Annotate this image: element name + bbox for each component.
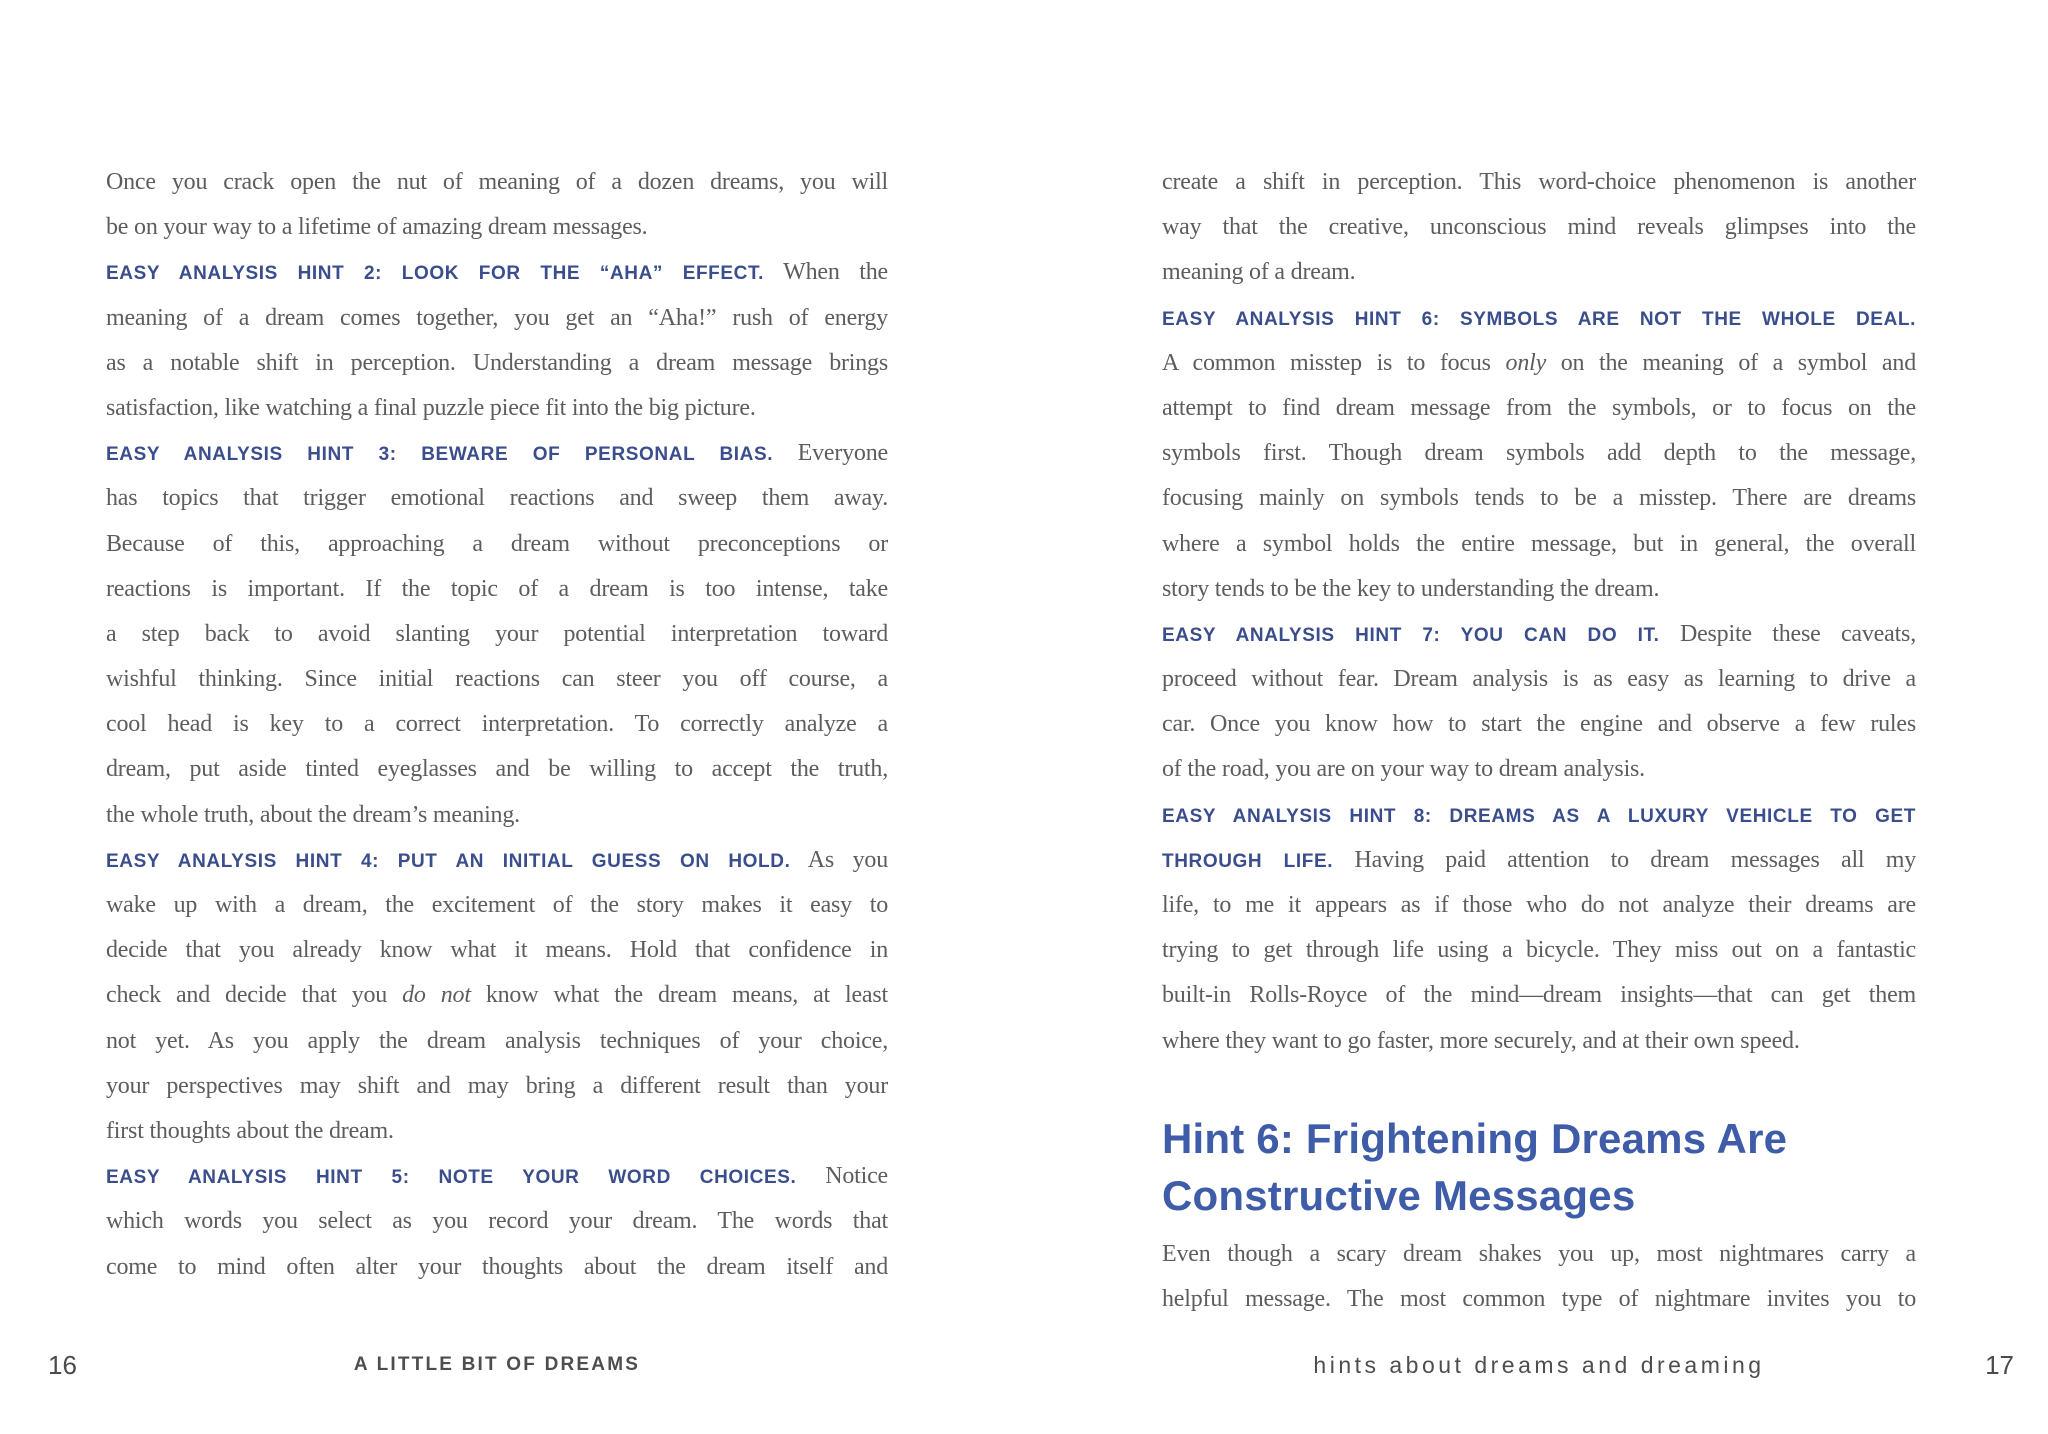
left-page-text-column [106, 160, 888, 1290]
body-text-line [106, 341, 888, 386]
body-text: meaning of a dream comes together, you get an “Aha!” rush of energy [106, 304, 888, 331]
body-text: of the road, you are on your way to dream analysis. [1162, 756, 1645, 783]
body-text-line [106, 386, 888, 431]
body-text-line [1162, 1232, 1916, 1277]
body-text: which words you select as you record your dream. The words that [106, 1208, 888, 1235]
body-text: know what the dream means, at least [470, 982, 888, 1009]
body-text: Having paid attention to dream messages all my [1333, 846, 1916, 873]
body-text: dream, put aside tinted eyeglasses and be willing to accept the truth, [106, 756, 888, 783]
body-text: proceed without fear. Dream analysis is as easy as learning to drive a [1162, 666, 1916, 693]
body-text: create a shift in perception. This word-choice phenomenon is another [1162, 169, 1916, 195]
body-text-line [106, 567, 888, 612]
section-heading [1162, 1110, 1916, 1224]
body-text: where they want to go faster, more securely, and at their own speed. [1162, 1027, 1800, 1054]
hint-paragraph-line [1162, 612, 1916, 657]
body-text: Everyone [773, 440, 888, 467]
body-text: Notice [796, 1163, 888, 1190]
body-text-line [1162, 747, 1916, 792]
hint-heading-text: EASY ANALYSIS HINT 7: YOU CAN DO IT. [1162, 624, 1660, 646]
italic-text: do not [402, 982, 471, 1009]
running-footer-left: A LITTLE BIT OF DREAMS [353, 1354, 641, 1375]
body-text-line [106, 747, 888, 792]
body-text-line [106, 205, 888, 250]
section-heading-line: Constructive Messages [1162, 1171, 1636, 1219]
body-text: where a symbol holds the entire message, but in general, the overall [1162, 530, 1916, 557]
page-number-right: 17 [1985, 1350, 2014, 1380]
body-text: When the [763, 259, 888, 286]
body-text: Because of this, approaching a dream without preconceptions or [106, 530, 888, 557]
body-text-line [106, 973, 888, 1018]
hint-heading-text: EASY ANALYSIS HINT 4: PUT AN INITIAL GUESS ON HOLD. [106, 850, 791, 872]
body-text-line [1162, 883, 1916, 928]
hint-paragraph-line [1162, 296, 1916, 341]
body-text-line [106, 296, 888, 341]
body-text-line [106, 476, 888, 521]
body-text-line [1162, 702, 1916, 747]
body-text: way that the creative, unconscious mind reveals glimpses into the [1162, 214, 1916, 241]
footer-band [0, 1348, 2048, 1382]
body-text: car. Once you know how to start the engine and observe a few rules [1162, 711, 1916, 738]
right-page-text-column [1162, 160, 1916, 1322]
body-text-line [106, 883, 888, 928]
body-text-line [106, 612, 888, 657]
body-text-line [106, 702, 888, 747]
body-text-line [106, 657, 888, 702]
hint-heading-text: EASY ANALYSIS HINT 5: NOTE YOUR WORD CHOICES. [106, 1167, 797, 1189]
body-text: focusing mainly on symbols tends to be a misstep. There are dreams [1162, 485, 1916, 512]
body-text: A common misstep is to focus [1162, 349, 1506, 376]
hint-paragraph-line [106, 1154, 888, 1199]
hint-paragraph-line [1162, 793, 1916, 838]
body-text-line [1162, 250, 1916, 295]
body-text: As you [790, 846, 888, 873]
hint-heading-text: THROUGH LIFE. [1162, 850, 1334, 872]
body-text: life, to me it appears as if those who do not analyze their dreams are [1162, 892, 1916, 918]
body-text-line [106, 1109, 888, 1154]
body-text-line [1162, 522, 1916, 567]
body-text: a step back to avoid slanting your potential interpretation toward [106, 620, 888, 647]
body-text: on the meaning of a symbol and [1546, 349, 1916, 376]
section-heading-line: Hint 6: Frightening Dreams Are [1162, 1114, 1788, 1162]
body-text: meaning of a dream. [1162, 259, 1356, 286]
body-text-line [106, 1199, 888, 1244]
body-text: has topics that trigger emotional reactions and sweep them away. [106, 485, 888, 512]
body-text-line [106, 1245, 888, 1290]
body-text: come to mind often alter your thoughts about the dream itself and [106, 1253, 888, 1280]
body-text: check and decide that you [106, 982, 403, 1009]
hint-heading-text: EASY ANALYSIS HINT 6: SYMBOLS ARE NOT THE WHOLE DEAL. [1162, 308, 1916, 330]
hint-paragraph-line [1162, 838, 1916, 883]
body-text: the whole truth, about the dream’s meaning. [106, 801, 520, 828]
body-text: first thoughts about the dream. [106, 1117, 394, 1144]
body-text-line [106, 1019, 888, 1064]
page-number-left: 16 [48, 1350, 77, 1380]
body-text: not yet. As you apply the dream analysis techniques of your choice, [106, 1027, 888, 1054]
body-text: as a notable shift in perception. Understanding a dream message brings [106, 349, 888, 376]
body-text: your perspectives may shift and may bring a different result than your [106, 1072, 888, 1099]
body-text: story tends to be the key to understanding the dream. [1162, 575, 1660, 602]
body-text: Despite these caveats, [1659, 620, 1916, 647]
hint-heading-text: EASY ANALYSIS HINT 2: LOOK FOR THE “AHA” EFFECT. [106, 263, 764, 285]
body-text-line [1162, 386, 1916, 431]
body-text-line [106, 522, 888, 567]
running-footer-right: hints about dreams and dreaming [1313, 1352, 1765, 1378]
italic-text: only [1505, 349, 1547, 376]
body-text: wake up with a dream, the excitement of the story makes it easy to [106, 892, 888, 918]
body-text-line [1162, 160, 1916, 205]
body-text-line [1162, 928, 1916, 973]
body-text: reactions is important. If the topic of a dream is too intense, take [106, 575, 888, 602]
hint-paragraph-line [106, 250, 888, 295]
body-text: built-in Rolls-Royce of the mind—dream insights—that can get them [1162, 982, 1916, 1009]
body-text-line [106, 793, 888, 838]
body-text-line [1162, 1277, 1916, 1322]
body-text-line [1162, 205, 1916, 250]
body-text: cool head is key to a correct interpretation. To correctly analyze a [106, 711, 888, 738]
body-text-line [106, 160, 888, 205]
body-text: helpful message. The most common type of nightmare invites you to [1162, 1285, 1916, 1312]
body-text-line [1162, 476, 1916, 521]
body-text: wishful thinking. Since initial reactions can steer you off course, a [106, 666, 888, 693]
body-text-line [106, 1064, 888, 1109]
body-text-line [1162, 567, 1916, 612]
body-text: Even though a scary dream shakes you up, most nightmares carry a [1162, 1240, 1916, 1267]
hint-paragraph-line [106, 431, 888, 476]
body-text: Once you crack open the nut of meaning of a dozen dreams, you will [106, 169, 888, 195]
body-text-line [1162, 341, 1916, 386]
body-text-line [1162, 1019, 1916, 1064]
body-text: symbols first. Though dream symbols add depth to the message, [1162, 440, 1916, 467]
hint-heading-text: EASY ANALYSIS HINT 8: DREAMS AS A LUXURY VEHICLE TO GET [1162, 805, 1916, 827]
body-text: satisfaction, like watching a final puzzle piece fit into the big picture. [106, 394, 756, 421]
body-text: be on your way to a lifetime of amazing dream messages. [106, 214, 648, 241]
body-text-line [1162, 431, 1916, 476]
body-text-line [1162, 973, 1916, 1018]
body-text-line [1162, 657, 1916, 702]
body-text-line [106, 928, 888, 973]
body-text: attempt to find dream message from the symbols, or to focus on the [1162, 394, 1916, 421]
body-text: decide that you already know what it means. Hold that confidence in [106, 937, 888, 964]
body-text: trying to get through life using a bicycle. They miss out on a fantastic [1162, 937, 1916, 964]
hint-heading-text: EASY ANALYSIS HINT 3: BEWARE OF PERSONAL BIAS. [106, 444, 774, 466]
hint-paragraph-line [106, 838, 888, 883]
